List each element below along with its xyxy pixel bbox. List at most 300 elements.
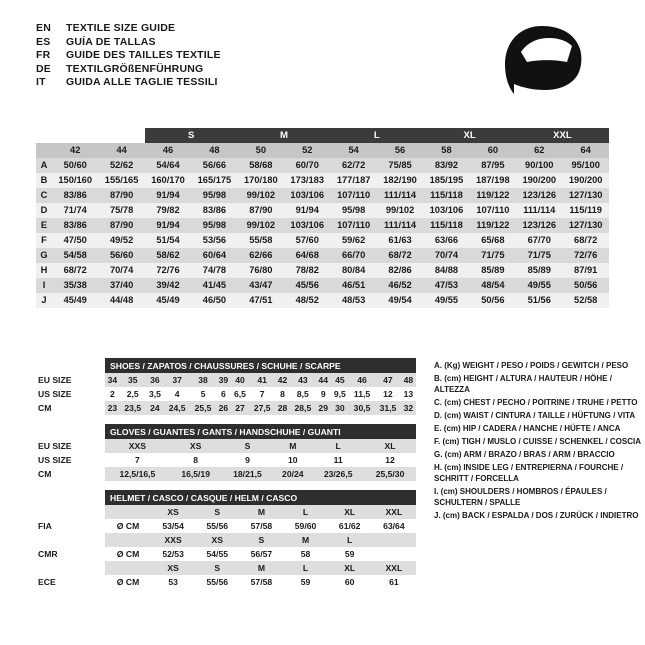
cell: 35 [120, 373, 146, 387]
size-header-50: 50 [255, 145, 266, 155]
cell: 11,5 [353, 389, 371, 399]
cell: 95/98 [342, 205, 366, 215]
cell: 9 [320, 389, 326, 399]
cell: 25,5 [190, 401, 216, 415]
cell: 27 [231, 401, 249, 415]
legend-item-c: C. (cm) CHEST / PECHO / POITRINE / TRUHE / PETTO [434, 398, 638, 408]
cell: 27,5 [249, 401, 275, 415]
cell: 29 [316, 401, 331, 415]
group-xxl: XXL [516, 128, 609, 143]
cell: 59 [344, 549, 355, 559]
cell: 74/78 [202, 265, 227, 275]
size-header-56: 56 [394, 145, 406, 155]
row-label-f: F [41, 235, 47, 245]
cell: 20/24 [273, 467, 312, 481]
cell: 127/130 [568, 220, 603, 230]
cell: 50/60 [63, 160, 87, 170]
cell: 107/110 [337, 220, 371, 230]
cell: M [239, 505, 283, 519]
cell: 45/49 [156, 295, 180, 305]
helmet-ece-label: ECE [38, 577, 56, 587]
cell: 87/90 [109, 220, 134, 230]
cell: 44 [316, 373, 331, 387]
cell: 95/98 [202, 220, 227, 230]
cell: 60/70 [295, 160, 319, 170]
cell: 32 [401, 401, 416, 415]
helmet-table [36, 490, 416, 589]
header-title-en: TEXTILE SIZE GUIDE [66, 22, 176, 34]
cell: 30,5 [349, 401, 375, 415]
cell: XL [328, 561, 372, 575]
cell: 43 [290, 373, 316, 387]
cell: 48/54 [481, 280, 505, 290]
cell: 99/102 [246, 190, 276, 200]
table-row [36, 387, 416, 401]
group-xl: XL [423, 128, 516, 143]
cell: 10 [288, 455, 298, 465]
cell: XL [328, 505, 372, 519]
cell: 87/91 [574, 265, 598, 275]
cell: 90/100 [525, 160, 554, 170]
cell: 83/92 [434, 160, 459, 170]
size-header-44: 44 [116, 145, 127, 155]
cell: 2,5 [126, 389, 139, 399]
shoes-cm-label: CM [38, 403, 52, 413]
cell: XL [364, 439, 416, 453]
cell: XXL [372, 561, 416, 575]
cell: S [239, 533, 283, 547]
cell: 87/90 [109, 190, 134, 200]
cell: 62/66 [249, 250, 273, 260]
cell: 83/86 [202, 205, 227, 215]
table-row [36, 293, 609, 308]
cell: 48/53 [342, 295, 366, 305]
legend-item-d: D. (cm) WAIST / CINTURA / TAILLE / HÜFTUNG / VITA [434, 411, 636, 421]
gloves-cm-label: CM [38, 469, 52, 479]
cell: 63/64 [383, 521, 405, 531]
cell: 119/122 [476, 220, 510, 230]
cell: 51/54 [156, 235, 180, 245]
cell: 95/98 [202, 190, 227, 200]
cell: 49/52 [109, 235, 134, 245]
cell: 61 [389, 577, 399, 587]
cell: 75/78 [109, 205, 134, 215]
cell: 75/85 [388, 160, 412, 170]
cell: 173/183 [290, 175, 325, 185]
cell: 59 [300, 577, 311, 587]
row-label-h: H [40, 265, 48, 275]
cell: 91/94 [295, 205, 319, 215]
cell: 4 [174, 389, 180, 399]
cell: 68/72 [388, 250, 412, 260]
cell [372, 547, 416, 561]
cell: 50/56 [574, 280, 598, 290]
cell: 47/51 [249, 295, 273, 305]
cell: XS [195, 533, 239, 547]
cell: S [195, 561, 239, 575]
header-title-it: GUIDA ALLE TAGLIE TESSILI [66, 76, 218, 88]
cell: 123/126 [522, 190, 557, 200]
cell: 91/94 [156, 190, 180, 200]
cell-unit: Ø CM [116, 549, 140, 559]
cell: 36 [146, 373, 164, 387]
cell: 43/47 [249, 280, 273, 290]
cell: 49/54 [388, 295, 412, 305]
size-header-blank [36, 143, 52, 158]
textile-size-table [36, 128, 609, 308]
legend-item-e: E. (cm) HIP / CADERA / HANCHE / HÜFTE / ANCA [434, 424, 621, 434]
cell: 47/53 [434, 280, 459, 290]
shoes-eu-label: EU SIZE [38, 375, 72, 385]
cell: 3,5 [148, 389, 161, 399]
cell: 16,5/19 [170, 467, 222, 481]
cell: 56/66 [202, 160, 227, 170]
cell: 177/187 [336, 175, 371, 185]
table-row [36, 373, 416, 387]
cell: 150/160 [58, 175, 92, 185]
cell: 85/89 [481, 265, 505, 275]
cell: 44/48 [109, 295, 134, 305]
cell: 71/75 [527, 250, 551, 260]
cell: 127/130 [568, 190, 603, 200]
cell: 12,5/16,5 [105, 467, 170, 481]
cell: 8 [193, 455, 199, 465]
shoes-us-label: US SIZE [38, 389, 72, 399]
cell: 23,5 [120, 401, 146, 415]
cell: 46/51 [342, 280, 366, 290]
cell: 61/63 [388, 235, 412, 245]
cell: 13 [403, 389, 414, 399]
legend-item-a: A. (Kg) WEIGHT / PESO / POIDS / GEWITCH / PESO [434, 361, 629, 370]
helmet-title: HELMET / CASCO / CASQUE / HELM / CASCO [105, 490, 416, 505]
table-row [36, 248, 609, 263]
cell: 57/58 [250, 577, 273, 587]
cell: 57/58 [250, 521, 273, 531]
cell: 8 [280, 389, 285, 399]
size-header-58: 58 [441, 145, 452, 155]
cell: M [239, 561, 283, 575]
size-header-46: 46 [162, 145, 174, 155]
cell: 6 [220, 389, 226, 399]
cell: 47 [375, 373, 401, 387]
shoes-title: SHOES / ZAPATOS / CHAUSSURES / SCHUHE / SCARPE [105, 358, 416, 373]
cell: 6,5 [234, 389, 246, 399]
cell: L [283, 505, 327, 519]
cell: 12 [385, 455, 395, 465]
cell: 83/86 [63, 190, 87, 200]
cell: 66/70 [342, 250, 366, 260]
cell: 9 [245, 455, 250, 465]
size-header-row [36, 143, 609, 158]
table-row [36, 233, 609, 248]
cell: 70/74 [434, 250, 459, 260]
cell: 78/82 [295, 265, 319, 275]
cell: 57/60 [295, 235, 319, 245]
table-row [36, 453, 416, 467]
cell: 62/72 [342, 160, 366, 170]
cell: 79/82 [156, 205, 180, 215]
cell: 72/76 [156, 265, 180, 275]
cell: 45 [331, 373, 349, 387]
cell: 47/50 [63, 235, 87, 245]
table-row [36, 519, 416, 533]
table-row [36, 218, 609, 233]
cell: 182/190 [383, 175, 417, 185]
helmet-fia-label: FIA [38, 521, 52, 531]
cell: 39/42 [156, 280, 180, 290]
cell: 63/66 [434, 235, 459, 245]
lang-code-de: DE [36, 62, 51, 75]
cell: 34 [105, 373, 120, 387]
cell: 35/38 [63, 280, 87, 290]
cell: 8,5 [296, 389, 309, 399]
size-header-54: 54 [348, 145, 359, 155]
cell-unit: Ø CM [116, 521, 140, 531]
cell: 64/68 [295, 250, 319, 260]
lower-left-tables [36, 358, 416, 589]
row-label-a: A [40, 160, 48, 170]
cell: 87/90 [249, 205, 273, 215]
cell: 76/80 [249, 265, 273, 275]
cell: 5 [200, 389, 206, 399]
size-header-42: 42 [70, 145, 81, 155]
cell [372, 533, 416, 547]
cell: 111/114 [384, 220, 417, 230]
table-row [36, 278, 609, 293]
lang-code-en: EN [36, 22, 51, 34]
lang-code-fr: FR [36, 49, 51, 61]
cell: 49/55 [434, 295, 459, 305]
cell: 95/100 [571, 160, 600, 170]
cell: 60/64 [202, 250, 227, 260]
gloves-table [36, 424, 416, 481]
cell: L [328, 533, 372, 547]
measurement-legend [434, 360, 645, 523]
legend-item-g: G. (cm) ARM / BRAZO / BRAS / ARM / BRACCIO [434, 449, 615, 459]
cell: S [222, 439, 274, 453]
cell: 84/88 [434, 265, 459, 275]
gloves-title-row [36, 424, 416, 439]
cell: L [283, 561, 327, 575]
cell: 107/110 [476, 205, 510, 215]
table-row [36, 158, 609, 173]
cell: 40 [231, 373, 249, 387]
cell: 87/95 [481, 160, 505, 170]
cell: 52/62 [109, 160, 134, 170]
cell: 42 [275, 373, 290, 387]
cell: 99/102 [385, 205, 415, 215]
size-header-60: 60 [487, 145, 499, 155]
cell: 28,5 [290, 401, 316, 415]
group-m: M [238, 128, 331, 143]
cell: 103/106 [290, 220, 325, 230]
table-row [36, 203, 609, 218]
header-title-de: TEXTILGRÖßENFÜHRUNG [66, 62, 204, 75]
cell: 68/72 [63, 265, 87, 275]
cell: 28 [275, 401, 290, 415]
cell: 41 [249, 373, 275, 387]
cell: 103/106 [429, 205, 464, 215]
cell: 31,5 [375, 401, 401, 415]
cell: 107/110 [337, 190, 371, 200]
cell: 53 [168, 577, 178, 587]
cell: 72/76 [574, 250, 598, 260]
cell: 30 [331, 401, 349, 415]
cell: 58/62 [156, 250, 180, 260]
cell-unit: Ø CM [116, 577, 140, 587]
cell: 41/45 [202, 280, 227, 290]
cell: 24 [146, 401, 164, 415]
legend-item-b: B. (cm) HEIGHT / ALTURA / HAUTEUR / HÖHE / ALTEZZA [434, 373, 612, 395]
helmet-head-row-cmr [36, 533, 416, 547]
cell: 9,5 [333, 389, 346, 399]
cell: 155/165 [104, 175, 139, 185]
cell: L [312, 439, 364, 453]
cell: 187/198 [476, 175, 510, 185]
cell: 48/52 [295, 295, 319, 305]
header-row [36, 76, 506, 90]
header-languages [36, 22, 506, 90]
header-row [36, 63, 506, 77]
cell: 23/26,5 [312, 467, 364, 481]
cell: 56/60 [109, 250, 134, 260]
cell: 37 [164, 373, 190, 387]
cell: 55/56 [206, 577, 229, 587]
cell: 65/68 [481, 235, 505, 245]
cell: 85/89 [527, 265, 551, 275]
cell: 99/102 [246, 220, 276, 230]
cell: 49/55 [527, 280, 551, 290]
table-row [36, 173, 609, 188]
row-label-e: E [40, 220, 48, 230]
table-row [36, 575, 416, 589]
cell: 58/68 [249, 160, 273, 170]
cell: 46/52 [388, 280, 412, 290]
cell: 60 [344, 577, 355, 587]
header-row [36, 49, 506, 63]
cell: 67/70 [527, 235, 551, 245]
cell: 54/64 [156, 160, 180, 170]
cell: 111/114 [523, 205, 556, 215]
cell: 103/106 [290, 190, 325, 200]
table-row [36, 547, 416, 561]
cell: 23 [105, 401, 120, 415]
row-label-g: G [40, 250, 48, 260]
helmet-title-row [36, 490, 416, 505]
cell: 91/94 [156, 220, 180, 230]
cell: M [283, 533, 327, 547]
table-row [36, 439, 416, 453]
cell: 70/74 [109, 265, 134, 275]
cell: 115/118 [430, 220, 463, 230]
cell: 68/72 [574, 235, 598, 245]
row-label-c: C [40, 190, 48, 200]
table-row [36, 263, 609, 278]
cell: 7 [134, 455, 140, 465]
cell: 61/62 [338, 521, 361, 531]
cell: 37/40 [109, 280, 134, 290]
cell: 25,5/30 [364, 467, 416, 481]
cell: 45/49 [63, 295, 87, 305]
cell: 115/119 [569, 205, 602, 215]
cell: XS [170, 439, 222, 453]
cell: 56/57 [250, 549, 273, 559]
cell: XXS [151, 533, 195, 547]
cell: 185/195 [429, 175, 464, 185]
group-l: L [330, 128, 423, 143]
row-label-i: I [42, 280, 46, 290]
cell: 58 [300, 549, 311, 559]
lang-code-it: IT [36, 76, 46, 88]
cell: 80/84 [342, 265, 366, 275]
group-s: S [145, 128, 238, 143]
cell: 55/56 [206, 521, 229, 531]
cell: XXL [372, 505, 416, 519]
group-header-row [36, 128, 609, 143]
helmet-head-row-ece [36, 561, 416, 575]
table-row [36, 401, 416, 415]
cell: 45/56 [295, 280, 319, 290]
header-row [36, 22, 506, 36]
size-header-62: 62 [534, 145, 545, 155]
cell: XS [151, 561, 195, 575]
cell: 165/175 [197, 175, 232, 185]
lang-code-es: ES [36, 35, 51, 48]
shoes-title-row [36, 358, 416, 373]
gloves-eu-label: EU SIZE [38, 441, 72, 451]
cell: 52/53 [162, 549, 184, 559]
cell: 38 [190, 373, 216, 387]
header-title-fr: GUIDE DES TAILLES TEXTILE [66, 49, 221, 61]
cell: XXS [105, 439, 170, 453]
cell: 11 [333, 455, 343, 465]
cell: 170/180 [244, 175, 278, 185]
cell: 54/55 [206, 549, 229, 559]
cell: 2 [110, 389, 115, 399]
row-label-b: B [40, 175, 48, 185]
cell: XS [151, 505, 195, 519]
size-header-48: 48 [209, 145, 220, 155]
cell: 46 [349, 373, 375, 387]
legend-item-f: F. (cm) TIGH / MUSLO / CUISSE / SCHENKEL / COSCIA [434, 436, 641, 446]
header-title-es: GUÍA DE TALLAS [66, 35, 156, 48]
cell: S [195, 505, 239, 519]
cell: 59/60 [294, 521, 317, 531]
helmet-icon [497, 22, 587, 100]
legend-item-i: I. (cm) SHOULDERS / HOMBROS / ÉPAULES / SCHULTERN / SPALLE [434, 487, 607, 508]
cell: 111/114 [384, 190, 417, 200]
cell: 24,5 [164, 401, 190, 415]
cell: 82/86 [388, 265, 412, 275]
helmet-head-row-fia [36, 505, 416, 519]
cell: 160/170 [151, 175, 185, 185]
cell: 54/58 [63, 250, 87, 260]
gloves-title: GLOVES / GUANTES / GANTS / HANDSCHUHE / GUANTI [105, 424, 416, 439]
row-label-d: D [40, 205, 48, 215]
row-label-j: J [41, 295, 47, 305]
legend-item-h: H. (cm) INSIDE LEG / ENTREPIERNA / FOURCHE / SCHRITT / FORCELLA [434, 462, 624, 484]
cell: 18/21,5 [222, 467, 274, 481]
cell: 50/56 [481, 295, 505, 305]
cell: 71/74 [63, 205, 87, 215]
cell: 53/54 [162, 521, 184, 531]
cell: 7 [259, 389, 265, 399]
shoes-table [36, 358, 416, 415]
table-row [36, 467, 416, 481]
size-header-52: 52 [302, 145, 313, 155]
cell: 12 [383, 389, 393, 399]
cell: 190/200 [522, 175, 557, 185]
